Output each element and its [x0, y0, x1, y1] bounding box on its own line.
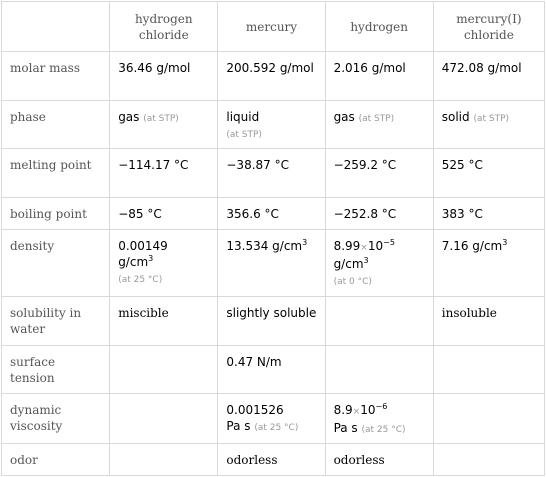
table-row	[2, 394, 545, 444]
cell-note: (at 25 °C)	[361, 425, 406, 435]
table-row	[2, 230, 545, 297]
row-label: molar mass	[2, 52, 110, 101]
cell-value: gas	[118, 110, 140, 124]
row-label: odor	[2, 444, 110, 476]
times-sign: ×	[360, 243, 368, 253]
properties-table	[1, 1, 545, 476]
unit-exponent: 3	[363, 256, 369, 265]
unit-exponent: 3	[302, 238, 308, 247]
table-cell: 525 °C	[433, 149, 544, 198]
table-cell	[325, 346, 433, 394]
table-cell: odorless	[325, 444, 433, 476]
table-cell	[110, 394, 218, 444]
table-cell	[433, 394, 544, 444]
table-cell	[110, 101, 218, 149]
table-cell: slightly soluble	[218, 297, 325, 346]
table-cell: 472.08 g/mol	[433, 52, 544, 101]
cell-unit: g/cm	[333, 257, 364, 271]
column-header: mercury(I) chloride	[433, 2, 544, 52]
table-cell: insoluble	[433, 297, 544, 346]
cell-note: (at STP)	[358, 114, 395, 124]
cell-mantissa: 8.9	[333, 403, 353, 417]
row-label: density	[2, 230, 110, 297]
table-cell: −259.2 °C	[325, 149, 433, 198]
table-cell: odorless	[218, 444, 325, 476]
power-exponent: −6	[375, 402, 388, 411]
table-cell	[325, 394, 433, 444]
table-row	[2, 297, 545, 346]
table-row	[2, 149, 545, 198]
table-cell: 0.47 N/m	[218, 346, 325, 394]
cell-note: (at 0 °C)	[333, 277, 372, 287]
cell-note: (at STP)	[226, 130, 262, 140]
table-cell	[218, 101, 325, 149]
cell-unit: g/cm	[118, 255, 149, 269]
power-exponent: −5	[383, 238, 395, 247]
table-cell: 2.016 g/mol	[325, 52, 433, 101]
row-label: boiling point	[2, 198, 110, 230]
table-cell	[110, 444, 218, 476]
column-header: hydrogen	[325, 2, 433, 52]
cell-mantissa: 8.99	[333, 239, 361, 253]
table-row	[2, 444, 545, 476]
corner-cell	[2, 2, 110, 52]
table-cell: 36.46 g/mol	[110, 52, 218, 101]
cell-note: (at 25 °C)	[118, 275, 163, 285]
unit-exponent: 3	[502, 238, 508, 247]
cell-base: 10	[367, 239, 384, 253]
table-cell: −114.17 °C	[110, 149, 218, 198]
table-cell	[110, 346, 218, 394]
table-cell	[325, 297, 433, 346]
cell-value: 7.16 g/cm	[441, 239, 503, 253]
cell-base: 10	[360, 403, 376, 417]
cell-note: (at 25 °C)	[254, 423, 299, 433]
table-cell	[218, 230, 325, 297]
table-row	[2, 346, 545, 394]
table-cell	[433, 444, 544, 476]
table-cell	[110, 230, 218, 297]
column-header: mercury	[218, 2, 325, 52]
table-cell: 200.592 g/mol	[218, 52, 325, 101]
table-cell: miscible	[110, 297, 218, 346]
cell-unit: Pa s	[226, 419, 251, 433]
unit-exponent: 3	[148, 254, 154, 263]
cell-note: (at STP)	[473, 114, 510, 124]
table-cell	[218, 394, 325, 444]
row-label: melting point	[2, 149, 110, 198]
table-row	[2, 198, 545, 230]
cell-value: solid	[441, 110, 470, 124]
table-cell: 383 °C	[433, 198, 544, 230]
cell-value: gas	[333, 110, 355, 124]
table-cell	[433, 101, 544, 149]
times-sign: ×	[352, 407, 361, 417]
table-cell	[433, 230, 544, 297]
cell-note: (at STP)	[143, 114, 179, 124]
cell-value: liquid	[226, 110, 260, 124]
table-cell: 356.6 °C	[218, 198, 325, 230]
row-label: solubility in water	[2, 297, 110, 346]
table-cell: −252.8 °C	[325, 198, 433, 230]
table-cell	[433, 346, 544, 394]
row-label: surface tension	[2, 346, 110, 394]
header-row	[2, 2, 545, 52]
cell-value: 0.00149	[118, 239, 168, 253]
table-cell	[325, 101, 433, 149]
cell-value: 13.534 g/cm	[226, 239, 303, 253]
row-label: phase	[2, 101, 110, 149]
table-row	[2, 52, 545, 101]
table-cell	[325, 230, 433, 297]
table-cell: −85 °C	[110, 198, 218, 230]
table-row	[2, 101, 545, 149]
cell-unit: Pa s	[333, 421, 358, 435]
table-cell: −38.87 °C	[218, 149, 325, 198]
column-header: hydrogen chloride	[110, 2, 218, 52]
cell-value: 0.001526	[226, 403, 284, 417]
row-label: dynamic viscosity	[2, 394, 110, 444]
